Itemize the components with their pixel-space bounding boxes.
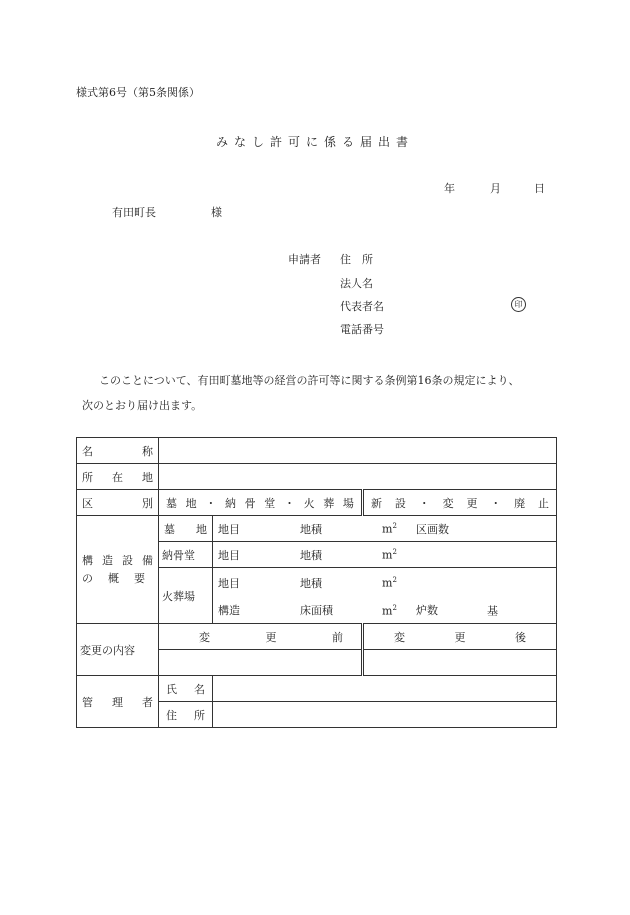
after-change-field[interactable] xyxy=(363,650,557,676)
applicant-address-label: 住 所 xyxy=(340,253,373,266)
label-nokotsudo: 納骨堂 xyxy=(159,542,213,568)
body-text xyxy=(82,368,562,418)
label-bochi: 墓 地 xyxy=(159,516,213,542)
facility-type-options[interactable]: 墓 地 ・ 納 骨 堂 ・ 火 葬 場 xyxy=(159,490,363,516)
date-year: 年 xyxy=(444,182,455,195)
row-location xyxy=(77,464,557,490)
addressee-honorific: 様 xyxy=(211,206,222,219)
before-change-field[interactable] xyxy=(159,650,363,676)
row-type xyxy=(77,490,557,516)
seal-mark-icon: 印 xyxy=(511,297,526,312)
label-facility-overview: 構 造 設 備 の 概 要 xyxy=(77,516,159,624)
manager-address-field[interactable] xyxy=(213,702,557,728)
label-type: 区 別 xyxy=(77,490,159,516)
label-kasoba: 火葬場 xyxy=(159,568,213,624)
addressee xyxy=(112,204,222,220)
form-number: 様式第6号（第5条関係） xyxy=(76,86,200,99)
kasoba-details[interactable]: 地目 地積 $m^2$ 構造 床面積 $m^2$ 炉数 基 xyxy=(213,568,557,624)
row-manager-name xyxy=(77,676,557,702)
applicant-corp-name-label: 法人名 xyxy=(340,277,373,290)
label-name: 名 称 xyxy=(77,438,159,464)
label-change-content: 変更の内容 xyxy=(77,624,159,676)
label-before-change: 変 更 前 xyxy=(159,624,363,650)
bochi-details[interactable]: 地目 地積 $m^2$ 区画数 xyxy=(213,516,557,542)
body-line-2: 次のとおり届け出ます。 xyxy=(82,399,203,412)
row-change-header xyxy=(77,624,557,650)
nokotsudo-details[interactable]: 地目 地積 $m^2$ xyxy=(213,542,557,568)
location-field[interactable] xyxy=(159,464,557,490)
applicant-label: 申請者 xyxy=(288,253,321,266)
action-options[interactable]: 新 設 ・ 変 更 ・ 廃 止 xyxy=(363,490,557,516)
name-field[interactable] xyxy=(159,438,557,464)
body-line-1: このことについて、有田町墓地等の経営の許可等に関する条例第16条の規定により、 xyxy=(99,374,520,387)
application-table xyxy=(76,437,557,728)
date-month: 月 xyxy=(490,182,501,195)
label-manager-name: 氏 名 xyxy=(159,676,213,702)
document-title: みなし許可に係る届出書 xyxy=(215,135,414,149)
manager-name-field[interactable] xyxy=(213,676,557,702)
addressee-name: 有田町長 xyxy=(112,206,156,219)
applicant-representative-label: 代表者名 xyxy=(340,300,384,313)
label-manager-address: 住 所 xyxy=(159,702,213,728)
row-name xyxy=(77,438,557,464)
date-day: 日 xyxy=(534,182,545,195)
label-manager: 管 理 者 xyxy=(77,676,159,728)
date-line xyxy=(444,180,545,196)
applicant-phone-label: 電話番号 xyxy=(340,323,384,336)
label-after-change: 変 更 後 xyxy=(363,624,557,650)
row-bochi xyxy=(77,516,557,542)
label-location: 所 在 地 xyxy=(77,464,159,490)
